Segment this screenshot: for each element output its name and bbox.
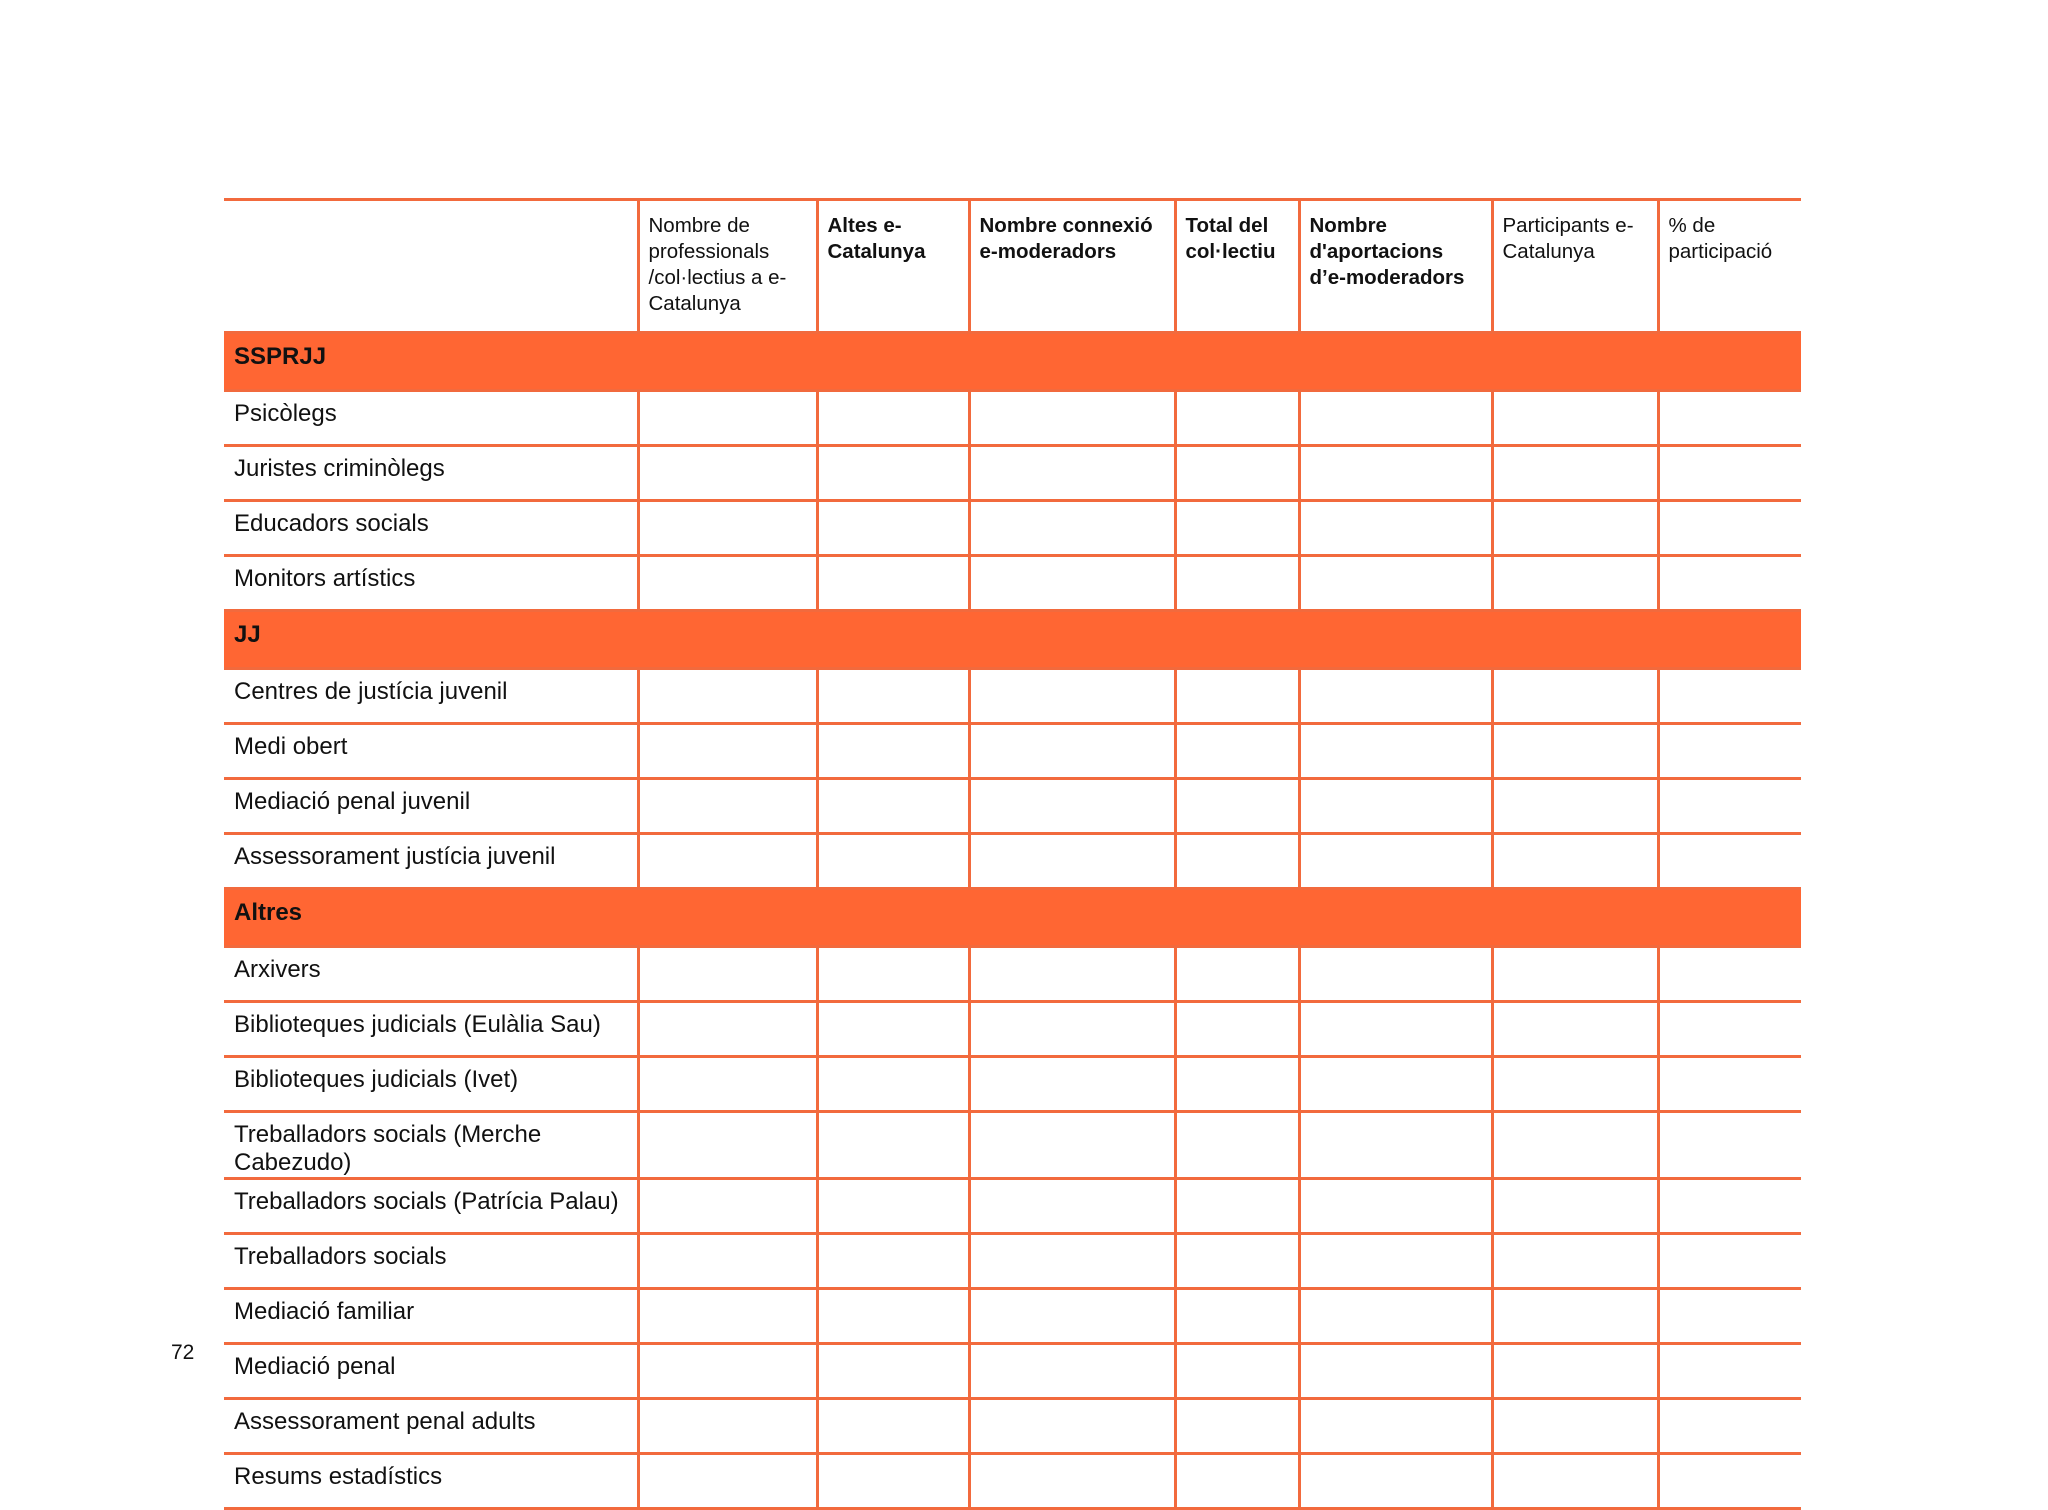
row-label: Treballadors socials (Patrícia Palau) (224, 1179, 638, 1234)
empty-cell (817, 1179, 969, 1234)
table-row (224, 947, 1801, 1002)
row-label: Arxivers (224, 947, 638, 1002)
empty-cell (969, 1399, 1175, 1454)
empty-cell (969, 391, 1175, 446)
empty-cell (638, 1344, 817, 1399)
empty-cell (1492, 556, 1658, 611)
header-aportacions: Nombre d'aportacions d’e-moderadors (1299, 200, 1492, 333)
empty-cell (1492, 1344, 1658, 1399)
empty-cell (1658, 1234, 1801, 1289)
empty-cell (1492, 1399, 1658, 1454)
row-label: Biblioteques judicials (Ivet) (224, 1057, 638, 1112)
empty-cell (1492, 1002, 1658, 1057)
empty-cell (969, 1179, 1175, 1234)
empty-cell (817, 556, 969, 611)
empty-cell (969, 501, 1175, 556)
empty-cell (1299, 947, 1492, 1002)
empty-cell (1658, 501, 1801, 556)
empty-cell (638, 779, 817, 834)
empty-cell (638, 446, 817, 501)
empty-cell (817, 669, 969, 724)
header-professionals: Nombre de professionals /col·lectius a e-Catalunya (638, 200, 817, 333)
empty-cell (817, 1057, 969, 1112)
empty-cell (1492, 1112, 1658, 1179)
empty-cell (1175, 1179, 1299, 1234)
empty-cell (1492, 947, 1658, 1002)
header-total-collectiu: Total del col·lectiu (1175, 200, 1299, 333)
empty-cell (1175, 947, 1299, 1002)
row-label: Mediació familiar (224, 1289, 638, 1344)
empty-cell (817, 1234, 969, 1289)
empty-cell (1299, 779, 1492, 834)
empty-cell (638, 556, 817, 611)
empty-cell (1299, 1454, 1492, 1509)
empty-cell (638, 1057, 817, 1112)
empty-cell (969, 1289, 1175, 1344)
table-row (224, 446, 1801, 501)
row-label: Mediació penal juvenil (224, 779, 638, 834)
empty-cell (638, 501, 817, 556)
table-row (224, 1179, 1801, 1234)
section-row (224, 889, 1801, 947)
empty-cell (969, 446, 1175, 501)
row-label: Juristes criminòlegs (224, 446, 638, 501)
row-label: Assessorament penal adults (224, 1399, 638, 1454)
empty-cell (1658, 1399, 1801, 1454)
empty-cell (1175, 1057, 1299, 1112)
table-row (224, 391, 1801, 446)
empty-cell (1492, 1234, 1658, 1289)
table-row (224, 1057, 1801, 1112)
empty-cell (1175, 1002, 1299, 1057)
table-row (224, 834, 1801, 889)
row-label: Biblioteques judicials (Eulàlia Sau) (224, 1002, 638, 1057)
empty-cell (1658, 556, 1801, 611)
empty-cell (969, 724, 1175, 779)
empty-cell (638, 1289, 817, 1344)
empty-cell (1175, 1454, 1299, 1509)
empty-cell (1175, 724, 1299, 779)
empty-cell (1299, 1399, 1492, 1454)
empty-cell (1492, 391, 1658, 446)
empty-cell (1658, 391, 1801, 446)
empty-cell (638, 1112, 817, 1179)
table-row (224, 1344, 1801, 1399)
table-row (224, 779, 1801, 834)
empty-cell (1299, 1002, 1492, 1057)
header-percent-participacio: % de participació (1658, 200, 1801, 333)
empty-cell (969, 1057, 1175, 1112)
empty-cell (1299, 1344, 1492, 1399)
section-title: SSPRJJ (224, 333, 1801, 391)
row-label: Medi obert (224, 724, 638, 779)
empty-cell (817, 1399, 969, 1454)
empty-cell (1175, 1399, 1299, 1454)
empty-cell (1492, 1057, 1658, 1112)
table-row (224, 1399, 1801, 1454)
empty-cell (638, 1399, 817, 1454)
empty-cell (1658, 1002, 1801, 1057)
empty-cell (817, 1112, 969, 1179)
empty-cell (1658, 947, 1801, 1002)
empty-cell (1299, 834, 1492, 889)
empty-cell (817, 1002, 969, 1057)
section-title: Altres (224, 889, 1801, 947)
empty-cell (638, 724, 817, 779)
section-title: JJ (224, 611, 1801, 669)
empty-cell (969, 834, 1175, 889)
empty-cell (1492, 669, 1658, 724)
table-row (224, 1002, 1801, 1057)
empty-cell (1175, 1112, 1299, 1179)
empty-cell (1658, 669, 1801, 724)
header-connexions: Nombre connexió e-moderadors (969, 200, 1175, 333)
header-participants: Participants e-Catalunya (1492, 200, 1658, 333)
row-label: Resums estadístics (224, 1454, 638, 1509)
empty-cell (1175, 446, 1299, 501)
row-label: Treballadors socials (224, 1234, 638, 1289)
empty-cell (1299, 1112, 1492, 1179)
empty-cell (1299, 501, 1492, 556)
empty-cell (1492, 779, 1658, 834)
empty-cell (1492, 724, 1658, 779)
empty-cell (969, 1454, 1175, 1509)
empty-cell (1299, 556, 1492, 611)
empty-cell (1175, 669, 1299, 724)
empty-cell (817, 947, 969, 1002)
row-label: Centres de justícia juvenil (224, 669, 638, 724)
empty-cell (817, 391, 969, 446)
table-row (224, 1234, 1801, 1289)
empty-cell (1658, 834, 1801, 889)
empty-cell (1175, 1234, 1299, 1289)
empty-cell (1658, 1454, 1801, 1509)
section-row (224, 611, 1801, 669)
empty-cell (817, 834, 969, 889)
table-row (224, 669, 1801, 724)
empty-cell (638, 1002, 817, 1057)
table-row (224, 724, 1801, 779)
empty-cell (1658, 1057, 1801, 1112)
empty-cell (969, 779, 1175, 834)
empty-cell (1175, 1289, 1299, 1344)
empty-cell (969, 1234, 1175, 1289)
row-label: Psicòlegs (224, 391, 638, 446)
empty-cell (817, 724, 969, 779)
empty-cell (1175, 779, 1299, 834)
empty-cell (1299, 1179, 1492, 1234)
empty-cell (969, 1112, 1175, 1179)
table-row (224, 1289, 1801, 1344)
empty-cell (969, 556, 1175, 611)
empty-cell (1299, 391, 1492, 446)
empty-cell (1492, 1179, 1658, 1234)
empty-cell (1492, 501, 1658, 556)
empty-cell (1299, 1234, 1492, 1289)
empty-cell (638, 1234, 817, 1289)
table-row (224, 501, 1801, 556)
section-row (224, 333, 1801, 391)
empty-cell (969, 669, 1175, 724)
empty-cell (1658, 446, 1801, 501)
header-empty-cell (224, 200, 638, 333)
row-label: Treballadors socials (Merche Cabezudo) (224, 1112, 638, 1179)
empty-cell (1175, 501, 1299, 556)
page-number: 72 (171, 1341, 195, 1364)
empty-cell (638, 947, 817, 1002)
empty-cell (1299, 1057, 1492, 1112)
empty-cell (1299, 1289, 1492, 1344)
empty-cell (969, 1344, 1175, 1399)
empty-cell (638, 834, 817, 889)
row-label: Educadors socials (224, 501, 638, 556)
empty-cell (638, 1179, 817, 1234)
empty-cell (1492, 446, 1658, 501)
empty-cell (1658, 1112, 1801, 1179)
empty-cell (817, 1289, 969, 1344)
empty-cell (1658, 1289, 1801, 1344)
empty-cell (1492, 834, 1658, 889)
row-label: Assessorament justícia juvenil (224, 834, 638, 889)
header-altes: Altes e-Catalunya (817, 200, 969, 333)
row-label: Mediació penal (224, 1344, 638, 1399)
empty-cell (638, 669, 817, 724)
empty-cell (1175, 391, 1299, 446)
empty-cell (1299, 669, 1492, 724)
table-row (224, 556, 1801, 611)
empty-cell (1299, 724, 1492, 779)
empty-cell (1492, 1289, 1658, 1344)
empty-cell (969, 947, 1175, 1002)
empty-cell (638, 391, 817, 446)
empty-cell (1299, 446, 1492, 501)
table-row (224, 1112, 1801, 1179)
empty-cell (817, 501, 969, 556)
table-row (224, 1454, 1801, 1509)
empty-cell (1492, 1454, 1658, 1509)
empty-cell (817, 779, 969, 834)
empty-cell (1658, 1344, 1801, 1399)
empty-cell (1658, 724, 1801, 779)
empty-cell (1175, 834, 1299, 889)
empty-cell (638, 1454, 817, 1509)
empty-cell (1658, 1179, 1801, 1234)
empty-cell (817, 1344, 969, 1399)
table-body (224, 333, 1801, 1509)
empty-cell (817, 1454, 969, 1509)
empty-cell (969, 1002, 1175, 1057)
empty-cell (1175, 1344, 1299, 1399)
header-row (224, 200, 1801, 333)
participation-table (224, 198, 1801, 1510)
empty-cell (817, 446, 969, 501)
row-label: Monitors artístics (224, 556, 638, 611)
empty-cell (1175, 556, 1299, 611)
empty-cell (1658, 779, 1801, 834)
